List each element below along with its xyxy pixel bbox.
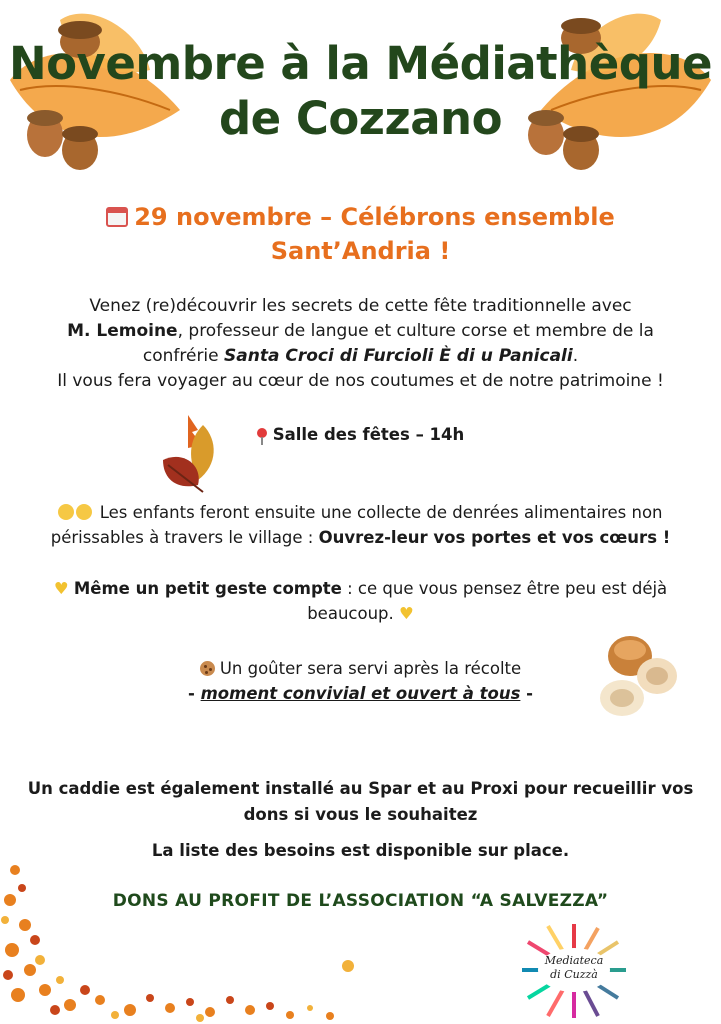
snack-line-1: Un goûter sera servi après la récolte — [219, 659, 522, 678]
title-line-1: Novembre à la Médiathèque — [8, 37, 713, 90]
children-paragraph — [0, 500, 721, 550]
logo-line-1: Mediateca — [544, 954, 604, 967]
logo-line-2: di Cuzzà — [550, 968, 598, 981]
snack-dash-left: - — [188, 684, 201, 703]
autumn-leaves-bottom — [0, 830, 380, 1024]
snack-highlight: moment convivial et ouvert à tous — [200, 684, 521, 703]
speaker-name: M. Lemoine — [67, 321, 178, 341]
needs-list-note: La liste des besoins est disponible sur place. — [151, 841, 570, 860]
event-location — [0, 422, 721, 447]
event-headline — [0, 200, 721, 268]
intro-paragraph — [0, 294, 721, 394]
caddie-line-2: dons si vous le souhaitez — [243, 805, 478, 824]
donations-banner: DONS AU PROFIT DE L’ASSOCIATION “A SALVEZZA” — [112, 891, 609, 911]
snack-dash-right: - — [520, 684, 533, 703]
calendar-icon — [106, 207, 128, 227]
event-date: 29 novembre – Célébrons ensemble — [134, 203, 615, 231]
gesture-bold: Même un petit geste compte — [73, 579, 342, 598]
children-icon — [76, 504, 92, 520]
gesture-paragraph — [0, 576, 721, 626]
cookie-icon — [200, 661, 215, 676]
pin-icon — [257, 428, 267, 438]
gesture-line-2: beaucoup. — [307, 604, 394, 623]
hazelnuts-illustration — [592, 628, 687, 723]
intro-period: . — [572, 346, 579, 366]
children-line-1: Les enfants feront ensuite une collecte de denrées alimentaires non — [99, 503, 663, 522]
confrerie-label: confrérie — [142, 346, 225, 366]
title-line-2: de Cozzano — [218, 92, 503, 145]
brotherhood-name: Santa Croci di Furcioli È di u Panicali — [224, 346, 573, 366]
caddie-paragraph — [0, 776, 721, 828]
mediateca-logo — [518, 920, 630, 1020]
intro-line-1: Venez (re)découvrir les secrets de cette fête traditionnelle avec — [89, 296, 632, 316]
children-icon — [58, 504, 74, 520]
event-name: Sant’Andria ! — [270, 237, 451, 265]
location-text: Salle des fêtes – 14h — [272, 425, 465, 444]
children-line-2: périssables à travers le village : — [50, 528, 319, 547]
page-title — [0, 36, 721, 146]
caddie-line-1: Un caddie est également installé au Spar et au Proxi pour recueillir vos — [27, 779, 694, 798]
heart-icon: ♥ — [399, 604, 414, 623]
speaker-role: , professeur de langue et culture corse et membre de la — [177, 321, 654, 341]
intro-line-4: Il vous fera voyager au cœur de nos coutumes et de notre patrimoine ! — [57, 371, 664, 391]
heart-icon: ♥ — [53, 579, 69, 598]
gesture-text: : ce que vous pensez être peu est déjà — [341, 579, 668, 598]
children-call-to-action: Ouvrez-leur vos portes et vos cœurs ! — [318, 528, 671, 547]
